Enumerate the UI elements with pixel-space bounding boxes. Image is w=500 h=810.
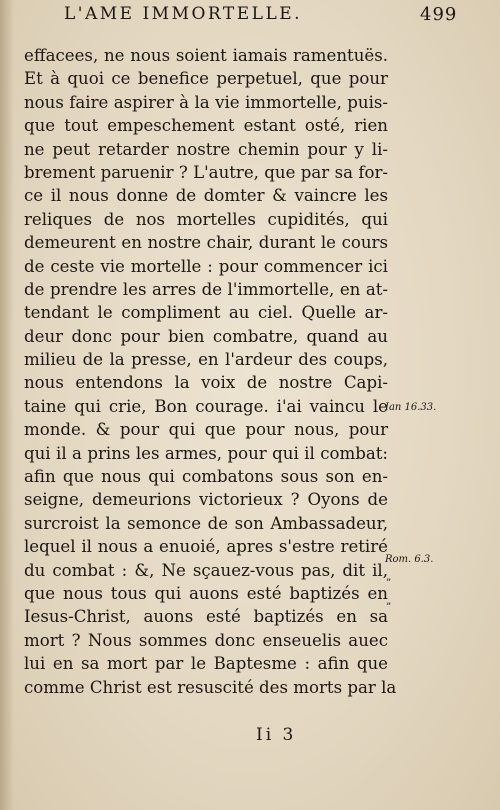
text-line: qui il a prins les armes, pour qui il combat: xyxy=(24,443,388,463)
margin-quote-mark: ” xyxy=(386,578,392,589)
text-line: monde. & pour qui que pour nous, pour xyxy=(24,420,388,440)
text-line: seigne, demeurions victorieux ? Oyons de xyxy=(24,490,388,510)
text-line: reliques de nos mortelles cupidités, qui xyxy=(24,209,388,229)
page-number: 499 xyxy=(420,4,458,25)
text-line: nous faire aspirer à la vie immortelle, puis- xyxy=(24,92,388,112)
text-line: de prendre les arres de l'immortelle, en at- xyxy=(24,279,388,299)
page-gutter-shadow xyxy=(0,0,14,810)
text-line: afin que nous qui combatons sous son en- xyxy=(24,467,388,487)
text-line: nous entendons la voix de nostre Capi- xyxy=(24,373,388,393)
margin-quote-mark: ” xyxy=(386,602,392,613)
text-line: deur donc pour bien combatre, quand au xyxy=(24,326,388,346)
text-line: lequel il nous a enuoié, apres s'estre retiré xyxy=(24,537,388,557)
text-line: que nous tous qui auons esté baptizés en xyxy=(24,583,388,603)
margin-note-jean: Ian 16.33. xyxy=(385,402,437,413)
text-line: Iesus-Christ, auons esté baptizés en sa xyxy=(24,607,388,627)
text-line: demeurent en nostre chair, durant le cours xyxy=(24,233,388,253)
text-line: de ceste vie mortelle : pour commencer ici xyxy=(24,256,388,276)
text-line: surcroist la semonce de son Ambassadeur, xyxy=(24,513,388,533)
margin-note-romains: Rom. 6.3. xyxy=(385,554,434,565)
text-line: comme Christ est resuscité des morts par la xyxy=(24,677,397,697)
signature-mark: Ii 3 xyxy=(256,725,297,745)
text-line: brement paruenir ? L'autre, que par sa for- xyxy=(24,162,388,182)
text-line: lui en sa mort par le Baptesme : afin que xyxy=(24,654,388,674)
text-line: que tout empeschement estant osté, rien xyxy=(24,116,388,136)
running-title: L'AME IMMORTELLE. xyxy=(64,4,303,24)
text-line: du combat : &, Ne sçauez-vous pas, dit il, xyxy=(24,560,388,580)
text-line: ce il nous donne de domter & vaincre les xyxy=(24,186,388,206)
text-line: mort ? Nous sommes donc enseuelis auec xyxy=(24,630,388,650)
text-line: tendant le compliment au ciel. Quelle ar- xyxy=(24,303,388,323)
body-text xyxy=(24,44,397,699)
text-line: Et à quoi ce benefice perpetuel, que pour xyxy=(24,69,388,89)
text-line: milieu de la presse, en l'ardeur des coups, xyxy=(24,350,388,370)
text-line: effacees, ne nous soient iamais ramentuës. xyxy=(24,46,388,65)
text-line: ne peut retarder nostre chemin pour y li- xyxy=(24,139,388,159)
text-line: taine qui crie, Bon courage. i'ai vaincu le xyxy=(24,396,388,416)
